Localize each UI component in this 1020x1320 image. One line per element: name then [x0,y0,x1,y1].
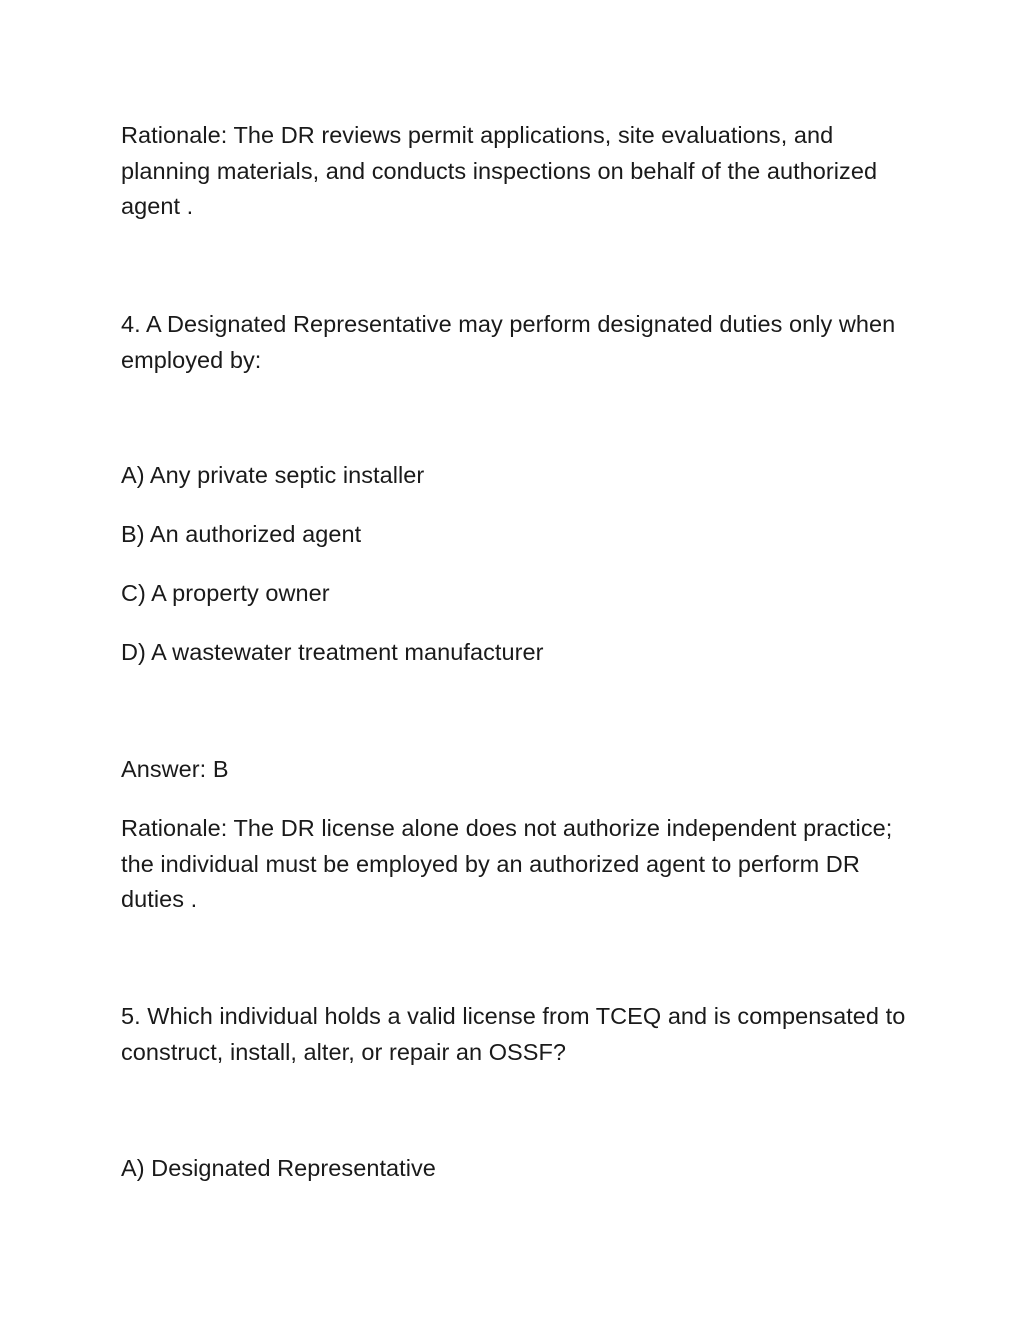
question-4-text: 4. A Designated Representative may perform designated duties only when employed by: [121,311,896,373]
question-4-option-d: D) A wastewater treatment manufacturer [121,639,544,665]
question-4-option-b: B) An authorized agent [121,521,362,547]
question-4-option-a: A) Any private septic installer [121,462,425,488]
question-4-option-c: C) A property owner [121,580,330,606]
question-4-rationale: Rationale: The DR license alone does not authorize independent practice; the individual must be employed by an authorized agent to perform DR duties . [121,815,893,912]
question-4-answer: Answer: B [121,756,229,782]
question-5-text: 5. Which individual holds a valid license from TCEQ and is compensated to construct, install, alter, or repair an OSSF? [121,1003,906,1065]
rationale-paragraph: Rationale: The DR reviews permit applications, site evaluations, and planning materials, and conducts inspections on behalf of the authorized agent . [121,122,878,219]
question-5-option-a: A) Designated Representative [121,1155,436,1181]
